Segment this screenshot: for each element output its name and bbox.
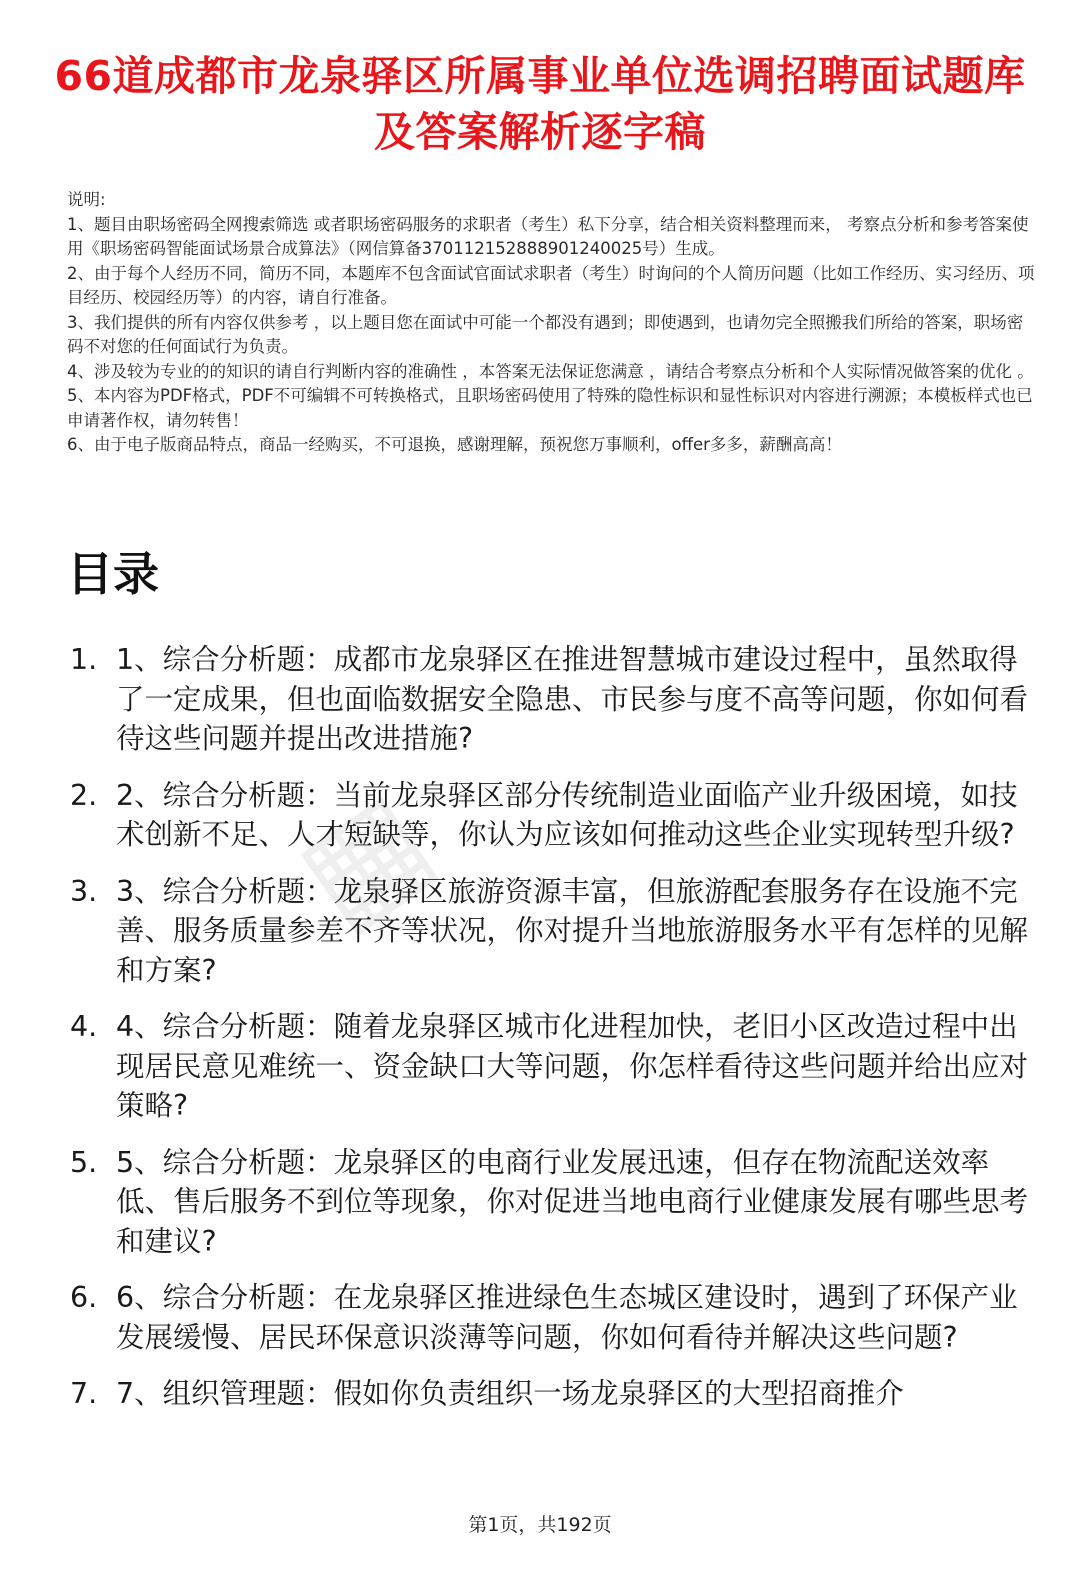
toc-item-number: 4. [70, 1010, 98, 1043]
toc-item-text: 1、综合分析题：成都市龙泉驿区在推进智慧城市建设过程中，虽然取得了一定成果，但也面临数据安全隐患、市民参与度不高等问题，你如何看待这些问题并提出改进措施? [116, 643, 1029, 755]
toc-item-number: 5. [70, 1145, 98, 1179]
table-of-contents [70, 640, 1042, 1431]
toc-item[interactable] [70, 1374, 1042, 1414]
toc-item[interactable] [70, 640, 1042, 759]
note-item: 4、涉及较为专业的的知识的请自行判断内容的准确性 ，本答案无法保证您满意 ，请结合考察点分析和个人实际情况做答案的优化 。 [67, 361, 1034, 381]
toc-item-text: 2、综合分析题：当前龙泉驿区部分传统制造业面临产业升级困境，如技术创新不足、人才短缺等，你认为应该如何推动这些企业实现转型升级? [116, 778, 1018, 851]
toc-item[interactable] [70, 1143, 1042, 1262]
note-item: 5、本内容为PDF格式，PDF不可编辑不可转换格式，且职场密码使用了特殊的隐性标识和显性标识对内容进行溯源；本模板样式也已申请著作权，请勿转售！ [67, 386, 1033, 430]
page-footer: 第1页，共192页 [468, 1514, 612, 1536]
toc-item[interactable] [70, 776, 1042, 855]
toc-item[interactable] [70, 1278, 1042, 1357]
toc-item-text: 4、综合分析题：随着龙泉驿区城市化进程加快，老旧小区改造过程中出现居民意见难统一、资金缺口大等问题，你怎样看待这些问题并给出应对策略? [116, 1010, 1029, 1122]
toc-item-number: 2. [70, 778, 98, 812]
note-item: 2、由于每个人经历不同，简历不同，本题库不包含面试官面试求职者（考生）时询问的个人简历问题（比如工作经历、实习经历、项目经历、校园经历等）的内容，请自行准备。 [67, 263, 1035, 307]
notes-section [67, 188, 1035, 458]
watermark: ▦ [269, 759, 458, 955]
note-item: 3、我们提供的所有内容仅供参考 ，以上题目您在面试中可能一个都没有遇到；即使遇到，也请勿完全照搬我们所给的答案，职场密码不对您的任何面试行为负责。 [67, 312, 1024, 356]
toc-item-number: 1. [70, 643, 98, 676]
toc-item[interactable] [70, 1007, 1042, 1126]
toc-item-number: 6. [70, 1281, 98, 1314]
note-item: 1、题目由职场密码全网搜索筛选 或者职场密码服务的求职者（考生）私下分享，结合相关资料整理而来， 考察点分析和参考答案使用《职场密码智能面试场景合成算法》（网信算备370112152888901240025号）生成。 [67, 214, 1029, 258]
toc-item-number: 7. [70, 1377, 98, 1410]
document-title: 66道成都市龙泉驿区所属事业单位选调招聘面试题库及答案解析逐字稿 [54, 52, 1026, 156]
note-item: 6、由于电子版商品特点，商品一经购买，不可退换，感谢理解，预祝您万事顺利，offer多多，薪酬高高！ [67, 435, 842, 454]
toc-item[interactable] [70, 872, 1042, 991]
notes-heading: 说明: [67, 190, 106, 209]
toc-heading: 目录 [67, 547, 159, 601]
toc-item-text: 6、综合分析题：在龙泉驿区推进绿色生态城区建设时，遇到了环保产业发展缓慢、居民环保意识淡薄等问题，你如何看待并解决这些问题? [116, 1281, 1018, 1354]
toc-item-text: 7、组织管理题：假如你负责组织一场龙泉驿区的大型招商推介 [116, 1377, 904, 1410]
toc-item-number: 3. [70, 874, 98, 908]
toc-item-text: 5、综合分析题：龙泉驿区的电商行业发展迅速，但存在物流配送效率低、售后服务不到位等现象，你对促进当地电商行业健康发展有哪些思考和建议? [116, 1145, 1029, 1258]
toc-item-text: 3、综合分析题：龙泉驿区旅游资源丰富，但旅游配套服务存在设施不完善、服务质量参差不齐等状况，你对提升当地旅游服务水平有怎样的见解和方案? [116, 874, 1029, 987]
